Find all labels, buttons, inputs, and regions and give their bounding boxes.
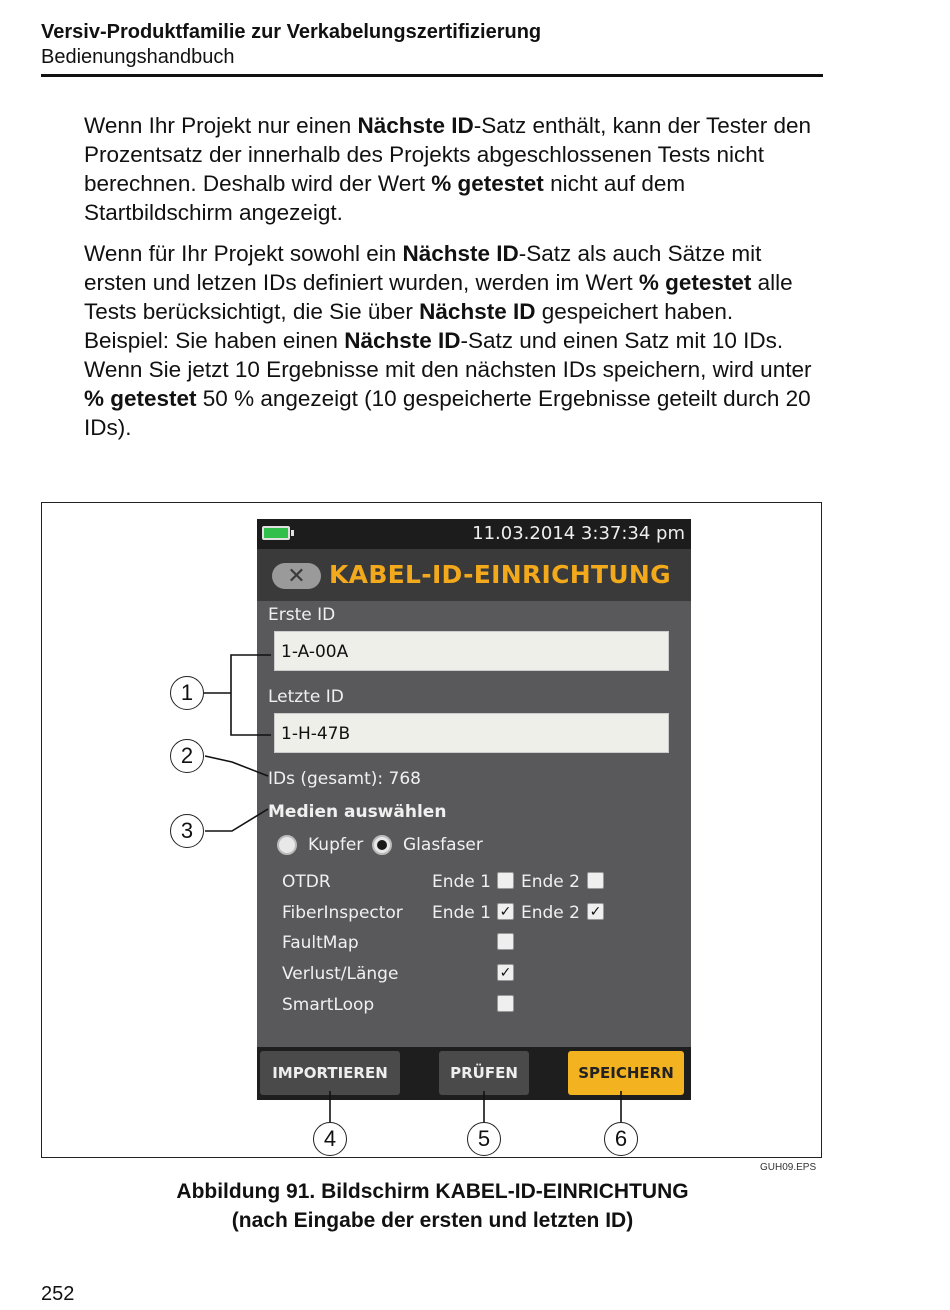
first-id-value: 1-A-00A (281, 642, 349, 662)
row-faultmap-label: FaultMap (282, 933, 359, 953)
screen-title: KABEL-ID-EINRICHTUNG (329, 560, 671, 589)
check-button[interactable]: PRÜFEN (439, 1051, 529, 1095)
text-run: Wenn für Ihr Projekt sowohl ein (84, 241, 403, 266)
media-heading: Medien auswählen (268, 802, 447, 822)
callout-2: 2 (170, 739, 204, 773)
otdr-end2-label: Ende 2 (521, 872, 580, 892)
text-run: nicht auf dem Startbildschirm angezeigt. (84, 171, 686, 225)
text-run: 50 % angezeigt (10 gespeicherte Ergebnisse geteilt durch 20 IDs). (84, 386, 811, 440)
row-loss-length-label: Verlust/Länge (282, 964, 399, 984)
document-title: Versiv-Produktfamilie zur Verkabelungszertifizierung (41, 21, 542, 43)
bold-term: Nächste ID (357, 113, 474, 138)
figure-caption-line1: Abbildung 91. Bildschirm KABEL-ID-EINRICHTUNG (176, 1180, 689, 1203)
radio-copper-label: Kupfer (308, 835, 364, 855)
bold-term: Nächste ID (344, 328, 461, 353)
fiberinspector-end2-label: Ende 2 (521, 903, 580, 923)
fiberinspector-end1-checkbox[interactable]: ✓ (497, 903, 514, 920)
total-ids: IDs (gesamt): 768 (268, 769, 421, 789)
page-number: 252 (41, 1283, 75, 1305)
radio-fiber-label: Glasfaser (403, 835, 483, 855)
save-button[interactable]: SPEICHERN (568, 1051, 684, 1095)
leader-1-bracket (231, 655, 271, 735)
text-run: -Satz als auch Sätze mit ersten und letzen IDs definiert wurden, werden im Wert (84, 241, 762, 295)
bold-term: Nächste ID (419, 299, 536, 324)
loss-length-checkbox[interactable]: ✓ (497, 964, 514, 981)
callout-6: 6 (604, 1122, 638, 1156)
bold-term: % getestet (638, 270, 752, 295)
fiberinspector-end1-label: Ende 1 (432, 903, 491, 923)
callout-3: 3 (170, 814, 204, 848)
row-smartloop-label: SmartLoop (282, 995, 375, 1015)
last-id-label: Letzte ID (268, 687, 344, 707)
document-subtitle: Bedienungshandbuch (41, 46, 235, 68)
text-run: -Satz enthält, kann der Tester den Prozentsatz der innerhalb des Projekts abgeschlossenen Tests nicht berechnen. Deshalb wird der Wert (84, 113, 812, 196)
callout-1: 1 (170, 676, 204, 710)
status-datetime: 11.03.2014 3:37:34 pm (472, 523, 685, 544)
figure-file-ref: GUH09.EPS (760, 1162, 817, 1173)
bold-term: % getestet (84, 386, 197, 411)
close-icon: ✕ (287, 563, 306, 588)
callout-4: 4 (313, 1122, 347, 1156)
callout-5: 5 (467, 1122, 501, 1156)
fiberinspector-end2-checkbox[interactable]: ✓ (587, 903, 604, 920)
first-id-label: Erste ID (268, 605, 336, 625)
row-otdr-label: OTDR (282, 872, 331, 892)
figure-caption-line2: (nach Eingabe der ersten und letzten ID) (231, 1209, 634, 1232)
import-button[interactable]: IMPORTIEREN (260, 1051, 400, 1095)
text-run: -Satz und einen Satz mit 10 IDs. Wenn Sie jetzt 10 Ergebnisse mit den nächsten IDs speichern, wird unter (84, 328, 812, 382)
leader-3 (205, 809, 268, 831)
bold-term: % getestet (431, 171, 544, 196)
last-id-value: 1-H-47B (281, 724, 351, 744)
text-run: gespeichert haben. Beispiel: Sie haben einen (84, 299, 734, 353)
text-run: Wenn Ihr Projekt nur einen (84, 113, 358, 138)
row-fiberinspector-label: FiberInspector (282, 903, 403, 923)
bold-term: Nächste ID (402, 241, 519, 266)
text-run: alle Tests berücksichtigt, die Sie über (84, 270, 793, 324)
leader-2 (205, 756, 268, 776)
otdr-end1-label: Ende 1 (432, 872, 491, 892)
